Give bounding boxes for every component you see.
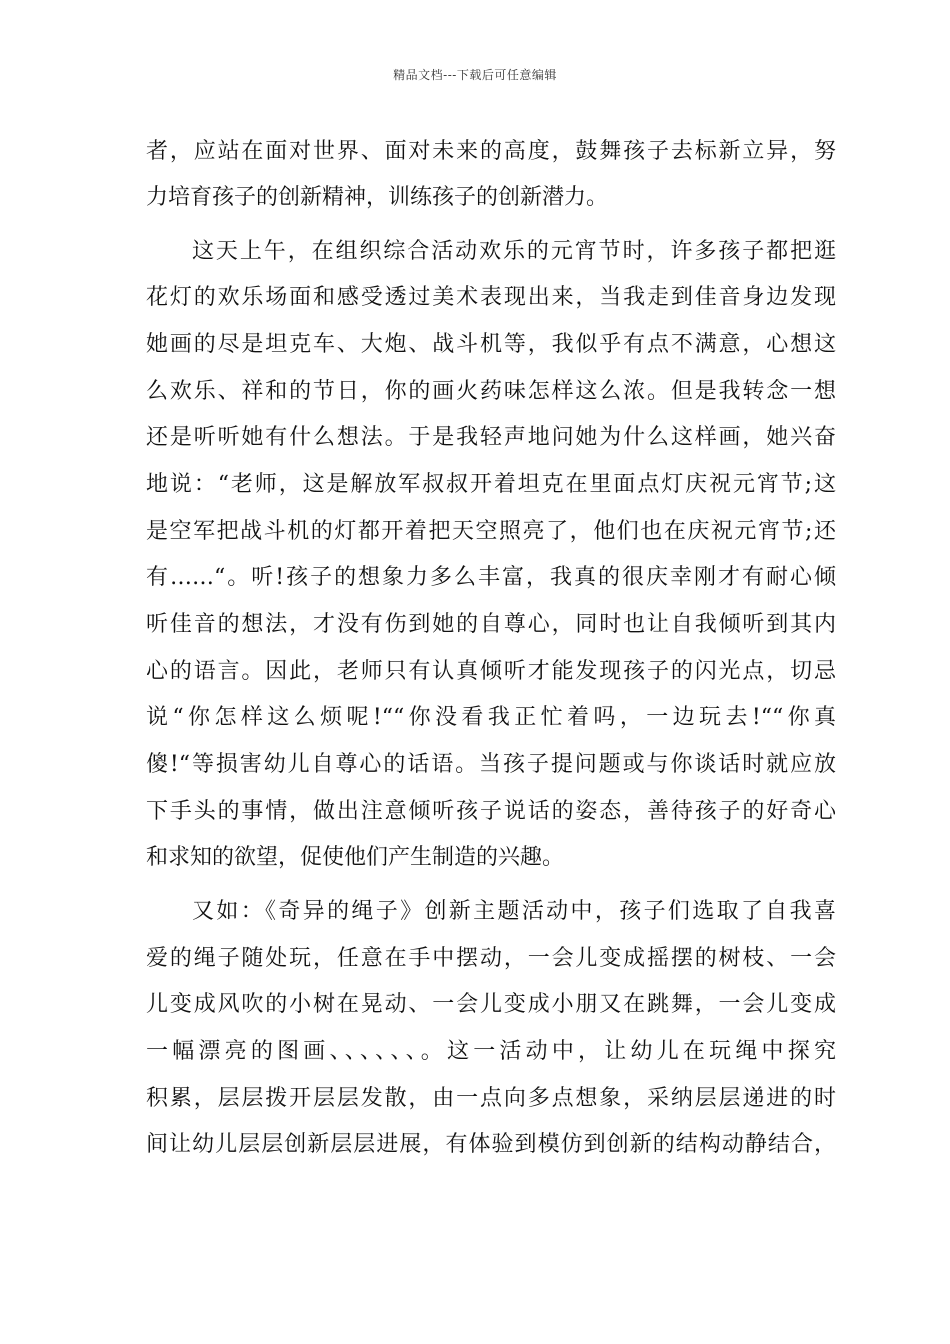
text-line: 还是听听她有什么想法。于是我轻声地问她为什么这样画，她兴奋 bbox=[146, 425, 836, 450]
text-line: 地说：“老师，这是解放军叔叔开着坦克在里面点灯庆祝元宵节;这 bbox=[146, 472, 836, 497]
text-line: 一幅漂亮的图画、、、、、、。这一活动中，让幼儿在玩绳中探究 bbox=[146, 1039, 836, 1064]
text-line: 听佳音的想法，才没有伤到她的自尊心，同时也让自我倾听到其内 bbox=[146, 612, 836, 637]
text-line: 和求知的欲望，促使他们产生制造的兴趣。 bbox=[146, 845, 565, 870]
text-line: 爱的绳子随处玩，任意在手中摆动，一会儿变成摇摆的树枝、一会 bbox=[146, 946, 836, 971]
text-line: 么欢乐、祥和的节日，你的画火药味怎样这么浓。但是我转念一想 bbox=[146, 379, 836, 404]
text-line: 是空军把战斗机的灯都开着把天空照亮了，他们也在庆祝元宵节;还 bbox=[146, 519, 836, 544]
text-line: 积累，层层拨开层层发散，由一点向多点想象，采纳层层递进的时 bbox=[146, 1086, 836, 1111]
text-line: 力培育孩子的创新精神，训练孩子的创新潜力。 bbox=[146, 185, 609, 210]
text-line: 有……“。听!孩子的想象力多么丰富，我真的很庆幸刚才有耐心倾 bbox=[146, 565, 836, 590]
page-header: 精品文档---下载后可任意编辑 bbox=[393, 68, 557, 82]
text-line: 心的语言。因此，老师只有认真倾听才能发现孩子的闪光点，切忌 bbox=[146, 659, 836, 684]
text-line: 间让幼儿层层创新层层进展，有体验到模仿到创新的结构动静结合， bbox=[146, 1132, 836, 1157]
text-line: 花灯的欢乐场面和感受透过美术表现出来，当我走到佳音身边发现 bbox=[146, 285, 836, 310]
text-line: 下手头的事情，做出注意倾听孩子说话的姿态，善待孩子的好奇心 bbox=[146, 799, 836, 824]
text-line: 这天上午，在组织综合活动欢乐的元宵节时，许多孩子都把逛 bbox=[192, 239, 836, 264]
text-line: 她画的尽是坦克车、大炮、战斗机等，我似乎有点不满意，心想这 bbox=[146, 332, 836, 357]
text-line: 儿变成风吹的小树在晃动、一会儿变成小朋又在跳舞，一会儿变成 bbox=[146, 992, 836, 1017]
text-line: 又如：《奇异的绳子》创新主题活动中，孩子们选取了自我喜 bbox=[192, 899, 836, 924]
text-line: 者，应站在面对世界、面对未来的高度，鼓舞孩子去标新立异，努 bbox=[146, 139, 836, 164]
text-line: 傻!“等损害幼儿自尊心的话语。当孩子提问题或与你谈话时就应放 bbox=[146, 752, 836, 777]
text-line: 说“你怎样这么烦呢!““你没看我正忙着吗，一边玩去!““你真 bbox=[146, 705, 836, 730]
